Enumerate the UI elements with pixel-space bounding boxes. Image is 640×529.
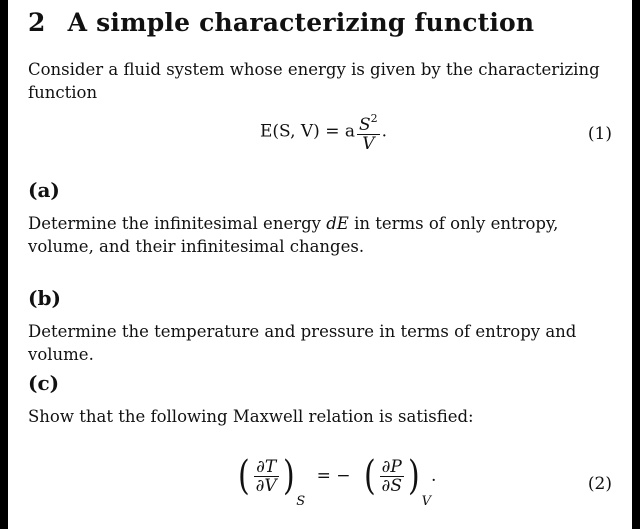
eq2-equals-minus: = − — [316, 466, 351, 486]
eq1-numerator: S — [359, 115, 371, 135]
eq1-label: (1) — [587, 124, 612, 144]
equation-2 — [28, 452, 612, 512]
eq2-rhs-numerator: ∂P — [381, 456, 402, 477]
eq1-fraction — [357, 110, 380, 153]
eq2-rhs-subscript: V — [421, 493, 431, 509]
part-a-text-pre: Determine the infinitesimal energy — [28, 214, 327, 233]
part-c-heading: (c) — [28, 371, 60, 395]
eq2-lhs-subscript: S — [296, 493, 306, 509]
eq2-right-paren-open: ( — [363, 453, 376, 499]
part-a-heading: (a) — [28, 178, 60, 202]
eq2-label: (2) — [587, 474, 612, 494]
eq1-denominator: V — [362, 134, 375, 154]
eq2-rhs-fraction — [380, 458, 404, 495]
document-page — [8, 0, 632, 529]
eq2-period: . — [430, 466, 437, 486]
eq2-lhs-denominator: ∂V — [255, 475, 277, 496]
eq1-period: . — [381, 121, 388, 142]
eq2-lhs-numerator: ∂T — [256, 456, 277, 477]
eq2-rhs-denominator: ∂S — [381, 475, 402, 496]
section-title: A simple characterizing function — [67, 8, 535, 37]
eq2-left-paren-close: ) — [282, 453, 295, 499]
intro-paragraph: Consider a fluid system whose energy is given by the characterizing function — [28, 60, 600, 102]
part-a-math: dE — [326, 214, 349, 233]
eq1-exponent: 2 — [370, 112, 378, 125]
part-a-text — [28, 212, 618, 258]
eq2-lhs-fraction — [254, 458, 279, 495]
section-heading — [28, 8, 534, 37]
part-a-text-post: in terms of only entropy, volume, and their infinitesimal changes. — [28, 214, 559, 256]
equation-1 — [28, 110, 612, 156]
eq2-right-paren-close: ) — [407, 453, 420, 499]
eq2-left-paren-open: ( — [237, 453, 250, 499]
eq1-lhs: E(S, V) = a — [260, 121, 355, 142]
part-b-text: Determine the temperature and pressure in terms of entropy and volume. — [28, 322, 577, 364]
section-number: 2 — [28, 8, 46, 37]
part-c-text: Show that the following Maxwell relation is satisfied: — [28, 407, 474, 426]
part-b-heading: (b) — [28, 286, 61, 310]
